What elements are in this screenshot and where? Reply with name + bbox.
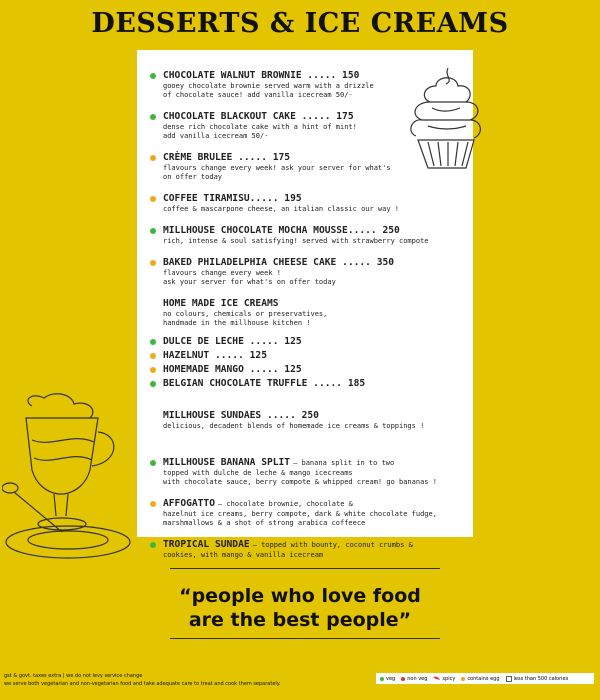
menu-item — [150, 111, 460, 141]
quote-top-rule — [170, 568, 440, 569]
item-description: coffee & mascarpone cheese, an italian classic our way ! — [163, 205, 400, 213]
sundaes-section — [150, 410, 460, 431]
menu-item — [150, 225, 460, 246]
egg-dot-icon — [150, 353, 156, 359]
item-name: MILLHOUSE CHOCOLATE MOCHA MOUSSE..... 250 — [163, 225, 400, 236]
item-name: AFFOGATTO — [163, 498, 215, 509]
legend-item-non-veg: non veg — [401, 676, 427, 682]
icecream-section — [150, 298, 460, 328]
item-name: TROPICAL SUNDAE — [163, 539, 250, 550]
menu-item — [150, 152, 460, 182]
section-description: delicious, decadent blends of homemade ice creams & toppings ! — [163, 422, 425, 430]
item-name: CHOCOLATE BLACKOUT CAKE ..... 175 — [163, 111, 354, 122]
item-inline-description: — chocolate brownie, chocolate & — [217, 500, 353, 508]
menu-item — [150, 70, 460, 100]
egg-dot-icon — [150, 196, 156, 202]
item-description: cookies, with mango & vanilla icecream — [163, 551, 324, 559]
veg-dot-icon — [150, 228, 156, 234]
item-name: CHOCOLATE WALNUT BROWNIE ..... 150 — [163, 70, 360, 81]
veg-dot-icon — [380, 677, 384, 681]
sundae-glass-illustration — [2, 392, 152, 572]
footer-line: gst & govt. taxes extra | we do not levy service change — [4, 673, 143, 679]
menu-item — [150, 193, 460, 214]
quote-bottom-rule — [170, 638, 440, 639]
item-description: gooey chocolate brownie served warm with a drizzle of chocolate sauce! add vanilla icecream 50/- — [163, 82, 374, 99]
menu-item — [150, 498, 460, 528]
list-item: DULCE DE LECHE ..... 125 — [150, 336, 460, 348]
item-name: COFFEE TIRAMISU..... 195 — [163, 193, 302, 204]
section-description: no colours, chemicals or preservatives, handmade in the millhouse kitchen ! — [163, 310, 328, 327]
section-heading: HOME MADE ICE CREAMS — [163, 298, 279, 309]
egg-dot-icon — [461, 677, 465, 681]
veg-dot-icon — [150, 381, 156, 387]
menu-item — [150, 539, 460, 560]
item-name: BAKED PHILADELPHIA CHEESE CAKE ..... 350 — [163, 257, 395, 268]
item-description: rich, intense & soul satisfying! served with strawberry compote — [163, 237, 429, 245]
dessert-menu — [150, 70, 460, 571]
calorie-icon — [506, 676, 512, 682]
item-description: dense rich chocolate cake with a hint of mint! add vanilla icecream 50/- — [163, 123, 357, 140]
list-item: BELGIAN CHOCOLATE TRUFFLE ..... 185 — [150, 378, 460, 390]
quote-line: are the best people” — [188, 609, 412, 631]
item-description: hazelnut ice creams, berry compote, dark & white chocolate fudge, marshmallows & a shot of strong arabica coffeece — [163, 510, 437, 527]
egg-dot-icon — [150, 501, 156, 507]
legend-item-low-calorie: less than 500 calories — [506, 676, 569, 682]
veg-dot-icon — [150, 114, 156, 120]
legend-item-contains-egg: contains egg — [461, 676, 499, 682]
item-description: flavours change every week! ask your server for what's on offer today — [163, 164, 391, 181]
menu-item — [150, 257, 460, 287]
item-inline-description: — topped with bounty, coconut crumbs & — [252, 541, 413, 549]
legend-item-veg: veg — [380, 676, 395, 682]
item-description: topped with dulche de leche & mango icecreams with chocolate sauce, berry compote & whipped cream! go bananas ! — [163, 469, 437, 486]
veg-dot-icon — [150, 339, 156, 345]
footer-notes — [4, 672, 364, 688]
item-name: CRÈME BRULEE ..... 175 — [163, 152, 291, 163]
menu-item — [150, 457, 460, 487]
page-title: DESSERTS & ICE CREAMS — [91, 8, 509, 39]
quote-line: “people who love food — [179, 585, 421, 607]
egg-dot-icon — [150, 260, 156, 266]
icecream-list — [150, 336, 460, 390]
egg-dot-icon — [150, 367, 156, 373]
quote — [0, 584, 600, 632]
veg-dot-icon — [150, 460, 156, 466]
non-veg-dot-icon — [401, 677, 405, 681]
legend-item-spicy: spicy — [433, 676, 455, 682]
veg-dot-icon — [150, 73, 156, 79]
list-item: HOMEMADE MANGO ..... 125 — [150, 364, 460, 376]
item-description: flavours change every week ! ask your server for what's on offer today — [163, 269, 336, 286]
footer-line: we serve both vegetarian and non-vegetarian food and take adequate care to treat and cook them separately. — [4, 681, 281, 687]
legend — [376, 673, 594, 684]
item-name: MILLHOUSE BANANA SPLIT — [163, 457, 291, 468]
chili-icon — [433, 676, 440, 681]
section-heading: MILLHOUSE SUNDAES ..... 250 — [163, 410, 319, 421]
veg-dot-icon — [150, 542, 156, 548]
list-item: HAZELNUT ..... 125 — [150, 350, 460, 362]
item-inline-description: — banana split in to two — [293, 459, 395, 467]
egg-dot-icon — [150, 155, 156, 161]
